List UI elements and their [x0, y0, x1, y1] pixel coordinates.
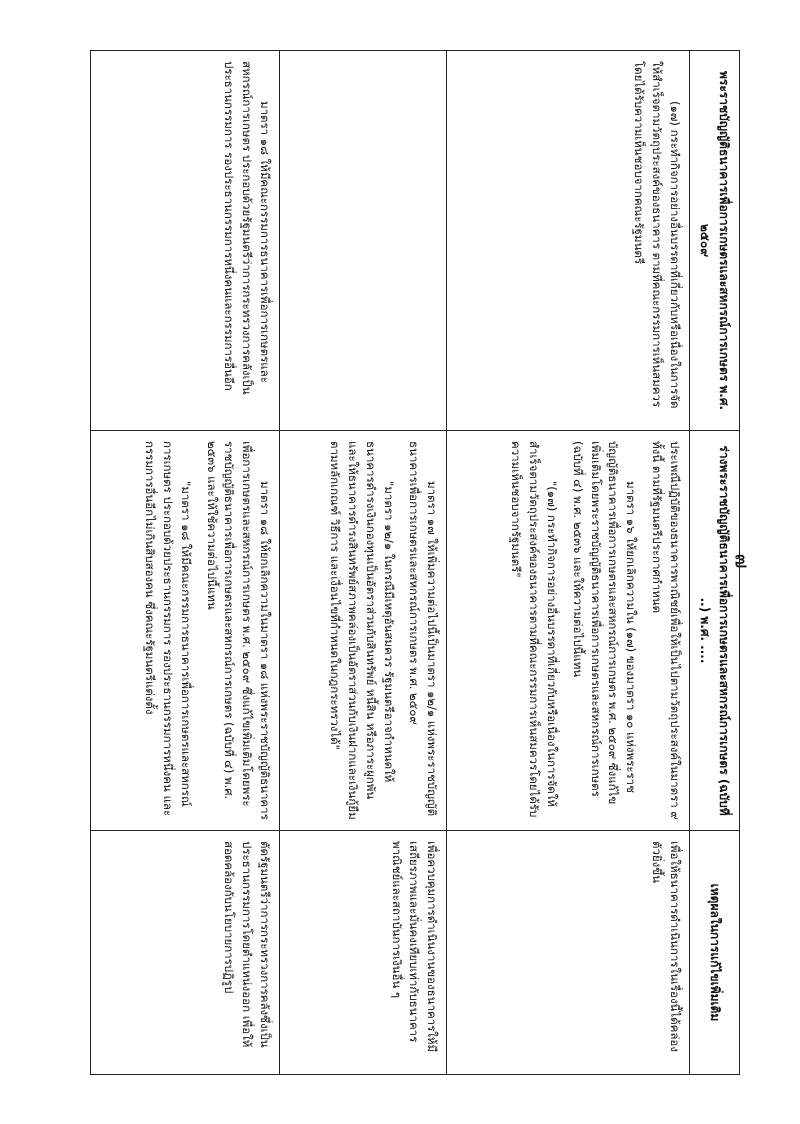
table-row — [91, 51, 280, 1075]
paragraph: เพื่อให้ธนาคารดำเนินการในเรื่องนี้ได้คล่องตัวยิ่งขึ้น — [650, 841, 682, 1052]
paragraph: มาตรา ๑๖ ให้ยกเลิกความใน (๑๗) ของมาตรา ๑๐ แห่งพระราชบัญญัติธนาคารเพื่อการเกษตรและสหกรณ์การเกษตร พ.ศ. ๒๕๐๙ ซึ่งแก้ไขเพิ่มเติมโดยพระราชบัญญัติธนาคารเพื่อการเกษตรและสหกรณ์การเกษตร (ฉบับที่ ๔) พ.ศ. ๒๕๓๖ และให้ความต่อไปนี้แทน — [570, 441, 639, 805]
header-reason: เหตุผลในการแก้ไขเพิ่มเติม — [689, 831, 739, 1075]
paragraph: มาตรา ๑๘ ให้มีคณะกรรมการธนาคารเพื่อการเกษตรและสหกรณ์การเกษตร ประกอบด้วยรัฐมนตรีว่าการกระทรวงการคลังเป็นประธานกรรมการ รองประธานกรรมการหนึ่งคนและกรรมการอื่นอีก — [222, 61, 273, 395]
cell-draft-law — [91, 431, 280, 831]
paragraph: มาตรา ๑๘ ให้ยกเลิกความในมาตรา ๑๘ แห่งพระราชบัญญัติธนาคารเพื่อการเกษตรและสหกรณ์การเกษตร พ.ศ. ๒๕๐๙ ซึ่งแก้ไขเพิ่มเติมโดยพระราชบัญญัติธนาคารเพื่อการเกษตรและสหกรณ์การเกษตร (ฉบับที่ ๔) พ.ศ. ๒๕๓๖ และให้ใช้ความต่อไปนี้แทน — [204, 441, 273, 820]
paragraph: "มาตรา ๑๒/๑ ในกรณีมีเหตุอันสมควร รัฐมนตรีอาจกำหนดให้ธนาคารดำรงเงินกองทุนเป็นอัตราส่วนกับสินทรัพย์ หนี้สิน หรือภาระผูกพัน และให้ธนาคารดำรงสินทรัพย์สภาพคล่องเป็นอัตราส่วนกับเงินฝากและเงินกู้ยืม ตามหลักเกณฑ์ วิธีการ และเงื่อนไขที่กำหนดในกฎกระทรวงได้" — [328, 441, 396, 820]
paragraph: "มาตรา ๑๘ ให้มีคณะกรรมการธนาคารเพื่อการเกษตรและสหกรณ์การเกษตร ประกอบด้วยประธานกรรมการ รองประธานกรรมการหนึ่งคน และกรรมการอื่นอีกไม่เกินสิบสองคน ซึ่งคณะรัฐมนตรีแต่งตั้ง — [143, 441, 193, 817]
cell-current-law — [91, 51, 280, 431]
header-draft-law: ร่างพระราชบัญญัติธนาคารเพื่อการเกษตรและสหกรณ์การเกษตร (ฉบับที่ ..) พ.ศ. .... — [689, 431, 739, 831]
cell-draft-law — [280, 431, 447, 831]
table-row — [447, 51, 690, 1075]
paragraph: ตัดรัฐมนตรีว่าการกระทรวงการคลังซึ่งเป็นประธานกรรมการโดยตำแหน่งออก เพื่อให้สอดคล้องกับนโยบายการปฏิรูป — [222, 841, 273, 1048]
paragraph: มาตรา ๑๗ ให้เพิ่มความต่อไปนี้เป็นมาตรา ๑๒/๑ แห่งพระราชบัญญัติธนาคารเพื่อการเกษตรและสหกรณ์การเกษตร พ.ศ. ๒๕๐๙ — [407, 441, 440, 817]
paragraph: ประเพณีปฏิบัติของธนาคารพาณิชย์เพื่อให้เป็นไปตามวัตถุประสงค์ในมาตรา ๙ ทั้งนี้ ตามที่รัฐมนตรีประกาศกำหนด — [650, 441, 682, 820]
cell-reason — [280, 831, 447, 1075]
table-row — [280, 51, 447, 1075]
cell-current-law — [280, 51, 447, 431]
comparison-table-wrapper — [60, 50, 740, 1074]
comparison-table — [90, 50, 740, 1075]
page-number: ๗ — [730, 553, 755, 569]
paragraph: (๑๗) กระทำกิจการอย่างอื่นบรรดาที่เกี่ยวกับหรือเนื่องในการจัดให้สำเร็จตามวัตถุประสงค์ของธนาคาร ตามที่คณะกรรมการเห็นสมควรโดยได้รับความเห็นชอบจากคณะรัฐมนตรี — [632, 61, 682, 409]
paragraph: เพื่อควบคุมการดำเนินงานของธนาคารให้มีเสถียรภาพและมั่นคงเทียบเท่ากับธนาคารพาณิชย์และสถาบันการเงินอื่น ๆ — [389, 841, 440, 1053]
header-current-law: พระราชบัญญัติธนาคารเพื่อการเกษตรและสหกรณ์การเกษตร พ.ศ. ๒๕๐๙ — [689, 51, 739, 431]
cell-draft-law — [447, 431, 690, 831]
cell-reason — [447, 831, 690, 1075]
paragraph: "(๑๗) กระทำกิจการอย่างอื่นบรรดาที่เกี่ยวกับหรือเนื่องในการจัดให้สำเร็จตามวัตถุประสงค์ของธนาคารตามที่คณะกรรมการเห็นสมควรโดยได้รับความเห็นชอบจากรัฐมนตรี" — [509, 441, 559, 818]
cell-reason — [91, 831, 280, 1075]
cell-current-law — [447, 51, 690, 431]
